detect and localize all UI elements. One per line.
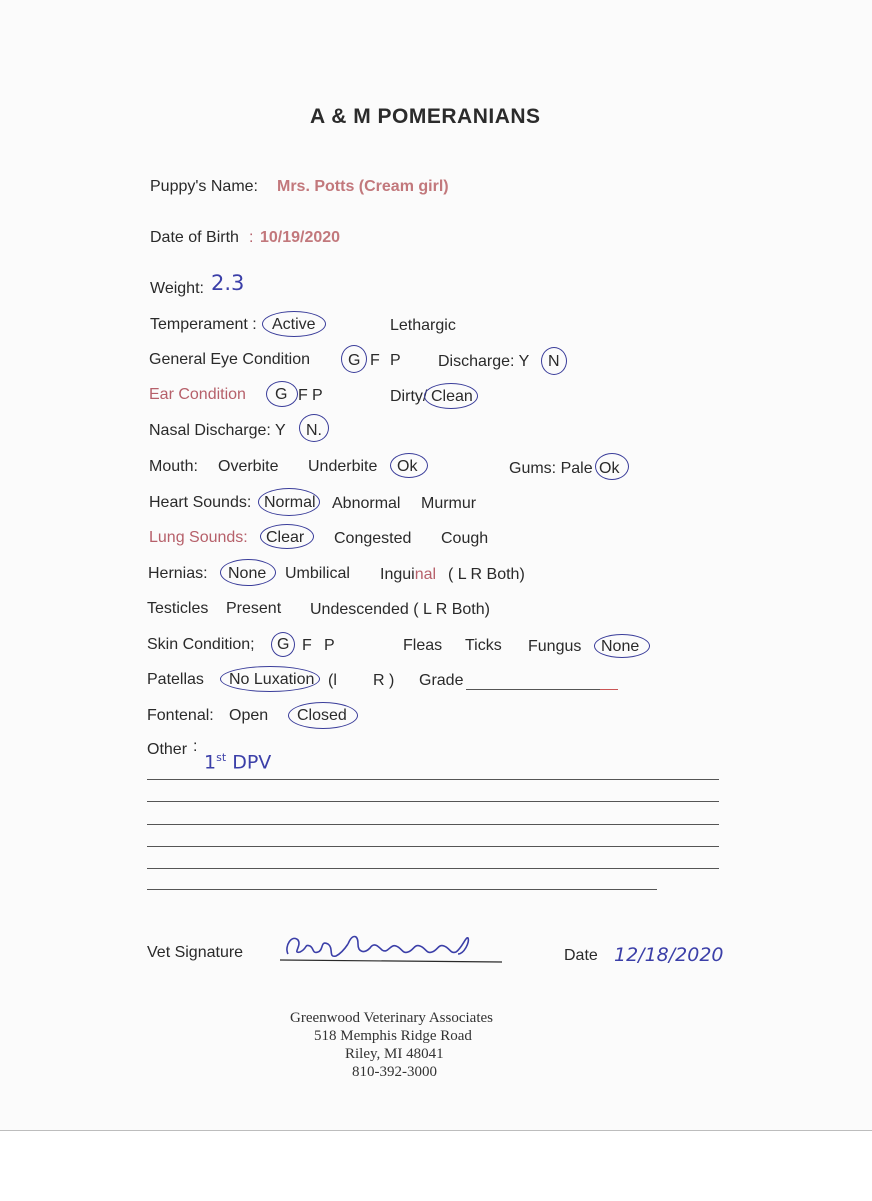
stamp-address: 518 Memphis Ridge Road bbox=[314, 1028, 472, 1044]
weight-label: Weight: bbox=[150, 280, 204, 297]
stamp-city: Riley, MI 48041 bbox=[345, 1046, 444, 1062]
lung-cough: Cough bbox=[441, 530, 489, 547]
vet-signature-image bbox=[278, 924, 504, 964]
heart-normal: Normal bbox=[264, 494, 316, 511]
mouth-ok: Ok bbox=[397, 458, 418, 475]
vet-signature-label: Vet Signature bbox=[147, 944, 244, 961]
temperament-label: Temperament : bbox=[150, 316, 257, 333]
lung-congested: Congested bbox=[334, 530, 412, 547]
eye-label: General Eye Condition bbox=[149, 351, 310, 368]
patellas-l: (l bbox=[328, 672, 337, 689]
eye-discharge-n: N bbox=[548, 353, 560, 370]
notes-line bbox=[147, 779, 719, 780]
notes-line bbox=[147, 846, 719, 847]
fontenal-open: Open bbox=[229, 707, 269, 724]
skin-fungus: Fungus bbox=[528, 638, 582, 655]
skin-f: F bbox=[302, 637, 312, 654]
dob-colon: : bbox=[249, 229, 254, 246]
stamp-clinic-name: Greenwood Veterinary Associates bbox=[290, 1010, 493, 1026]
ear-label: Ear Condition bbox=[149, 386, 246, 403]
grade-blank-line bbox=[466, 689, 600, 690]
fontenal-label: Fontenal: bbox=[147, 707, 214, 724]
patellas-label: Patellas bbox=[147, 671, 204, 688]
hernias-inguinal: Inguinal bbox=[380, 566, 437, 583]
stamp-phone: 810-392-3000 bbox=[352, 1064, 437, 1080]
hernias-sides: ( L R Both) bbox=[448, 566, 525, 583]
skin-g: G bbox=[277, 636, 290, 653]
skin-none: None bbox=[601, 638, 640, 655]
hernias-label: Hernias: bbox=[148, 565, 208, 582]
scan-margin bbox=[0, 1130, 872, 1201]
nasal-n: N. bbox=[306, 422, 322, 439]
eye-discharge-label: Discharge: Y bbox=[438, 353, 530, 370]
eye-p: P bbox=[390, 352, 401, 369]
nasal-label: Nasal Discharge: Y bbox=[149, 422, 286, 439]
lung-label: Lung Sounds: bbox=[149, 529, 248, 546]
hernias-none: None bbox=[228, 565, 267, 582]
patellas-r: R ) bbox=[373, 672, 395, 689]
puppy-name-value: Mrs. Potts (Cream girl) bbox=[277, 178, 449, 195]
notes-line bbox=[147, 801, 719, 802]
other-colon: : bbox=[193, 738, 198, 755]
heart-label: Heart Sounds: bbox=[149, 494, 252, 511]
ear-dirty: Dirty/ bbox=[390, 388, 428, 405]
temperament-active: Active bbox=[272, 316, 316, 333]
dob-label: Date of Birth bbox=[150, 229, 239, 246]
patellas-no-luxation: No Luxation bbox=[229, 671, 315, 688]
ear-g: G bbox=[275, 386, 288, 403]
testicles-present: Present bbox=[226, 600, 282, 617]
temperament-lethargic: Lethargic bbox=[390, 317, 456, 334]
skin-label: Skin Condition; bbox=[147, 636, 255, 653]
lung-clear: Clear bbox=[266, 529, 305, 546]
fontenal-closed: Closed bbox=[297, 707, 347, 724]
eye-g: G bbox=[348, 352, 361, 369]
heart-abnormal: Abnormal bbox=[332, 495, 401, 512]
testicles-undescended: Undescended ( L R Both) bbox=[310, 601, 490, 618]
mouth-label: Mouth: bbox=[149, 458, 198, 475]
form-title: A & M POMERANIANS bbox=[310, 105, 541, 128]
date-value: 12/18/2020 bbox=[614, 944, 724, 966]
dob-value: 10/19/2020 bbox=[260, 229, 341, 246]
ear-clean: Clean bbox=[431, 388, 473, 405]
mouth-overbite: Overbite bbox=[218, 458, 279, 475]
notes-line bbox=[147, 889, 657, 890]
heart-murmur: Murmur bbox=[421, 495, 477, 512]
gums-ok: Ok bbox=[599, 460, 620, 477]
skin-ticks: Ticks bbox=[465, 637, 502, 654]
skin-p: P bbox=[324, 637, 335, 654]
notes-line bbox=[147, 824, 719, 825]
skin-fleas: Fleas bbox=[403, 637, 443, 654]
ear-f: F bbox=[298, 387, 308, 404]
other-label: Other bbox=[147, 741, 188, 758]
weight-value: 2.3 bbox=[211, 271, 245, 295]
puppy-name-label: Puppy's Name: bbox=[150, 178, 258, 195]
grade-blank-line-end bbox=[600, 689, 618, 690]
hernias-umbilical: Umbilical bbox=[285, 565, 350, 582]
testicles-label: Testicles bbox=[147, 600, 209, 617]
mouth-underbite: Underbite bbox=[308, 458, 378, 475]
eye-f: F bbox=[370, 352, 380, 369]
ear-p: P bbox=[312, 387, 323, 404]
patellas-grade-label: Grade bbox=[419, 672, 464, 689]
gums-label: Gums: Pale bbox=[509, 460, 593, 477]
other-value: 1st DPV bbox=[204, 751, 272, 774]
date-label: Date bbox=[564, 947, 598, 964]
notes-line bbox=[147, 868, 719, 869]
